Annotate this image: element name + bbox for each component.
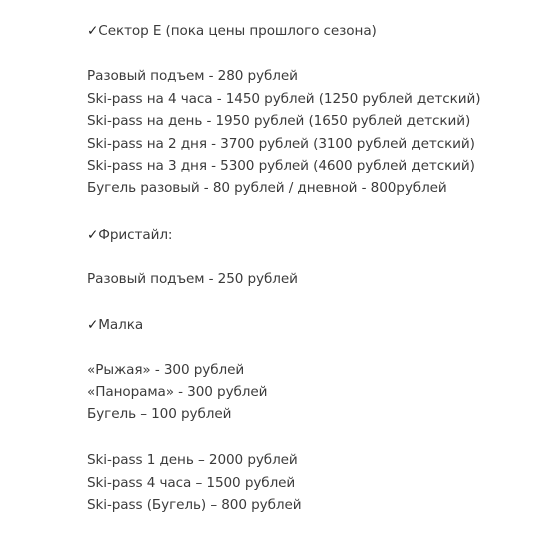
price-item: «Рыжая» - 300 рублей [87, 362, 245, 378]
price-item: Ski-pass 1 день – 2000 рублей [87, 452, 298, 468]
price-item: Ski-pass на день - 1950 рублей (1650 рублей детский) [87, 113, 471, 129]
price-item: Разовый подъем - 280 рублей [87, 68, 298, 84]
section-heading-freestyle [87, 224, 172, 246]
price-item: Ski-pass на 2 дня - 3700 рублей (3100 рублей детский) [87, 136, 475, 152]
checkmark-icon: ✓ [87, 227, 99, 243]
price-item: Разовый подъем - 250 рублей [87, 271, 298, 287]
price-item: «Панорама» - 300 рублей [87, 384, 268, 400]
section-title: Малка [98, 317, 144, 333]
section-heading-sector-e [87, 20, 377, 42]
checkmark-icon: ✓ [87, 317, 99, 333]
price-item: Ski-pass на 4 часа - 1450 рублей (1250 рублей детский) [87, 91, 481, 107]
section-title: Сектор Е (пока цены прошлого сезона) [98, 23, 377, 39]
price-item: Бугель разовый - 80 рублей / дневной - 800рублей [87, 180, 447, 196]
checkmark-icon: ✓ [87, 23, 99, 39]
section-heading-malka [87, 314, 143, 336]
price-item: Ski-pass на 3 дня - 5300 рублей (4600 рублей детский) [87, 158, 475, 174]
price-item: Бугель – 100 рублей [87, 406, 232, 422]
section-title: Фристайл: [98, 227, 173, 243]
price-item: Ski-pass 4 часа – 1500 рублей [87, 475, 296, 491]
price-item: Ski-pass (Бугель) – 800 рублей [87, 497, 302, 513]
